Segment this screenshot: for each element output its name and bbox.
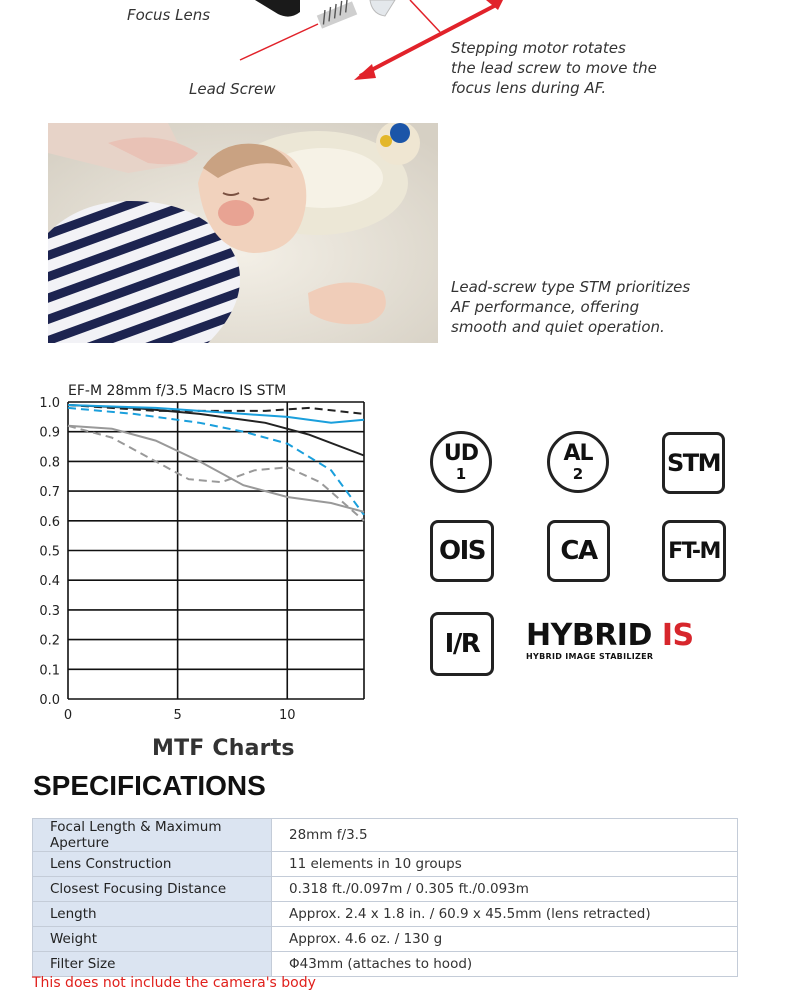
lead-screw-label: Lead Screw [189,80,276,98]
table-row [33,902,738,927]
x-axis-ticks [64,708,296,723]
y-tick-label: 0.4 [39,574,60,590]
table-row [33,927,738,952]
lens-mechanism-illustration [0,0,800,110]
ft-m-label: FT-M [668,538,720,564]
x-tick-label: 5 [173,708,182,723]
ir-label: I/R [444,629,480,659]
y-tick-label: 0.6 [39,514,60,530]
ca-icon [547,520,610,582]
y-axis-ticks [39,396,60,708]
photo-caption-line-3: smooth and quiet operation. [451,318,665,336]
hybrid-word: HYBRID [526,618,652,653]
screw-end-part [370,0,395,16]
spec-label: Filter Size [33,952,272,977]
aspherical-lens-icon [547,431,609,493]
body-not-included-note: This does not include the camera's body [32,975,316,991]
photo-caption-line-2: AF performance, offering [451,298,640,316]
spec-value: Approx. 2.4 x 1.8 in. / 60.9 x 45.5mm (lens retracted) [272,902,738,927]
spec-label: Closest Focusing Distance [33,877,272,902]
al-count: 2 [572,464,584,483]
x-tick-label: 0 [63,708,73,723]
spec-value: 0.318 ft./0.097m / 0.305 ft./0.093m [272,877,738,902]
hybrid-is-logo [526,620,694,661]
lead-screw-pointer [240,24,318,60]
y-tick-label: 0.2 [39,633,60,649]
arrow-head-left [354,64,376,80]
ca-label: CA [560,536,597,566]
stm-label: STM [666,449,721,477]
ois-label: OIS [438,536,485,566]
x-tick-label: 10 [278,708,296,723]
spec-value: Approx. 4.6 oz. / 130 g [272,927,738,952]
ois-icon [430,520,494,582]
ir-icon [430,612,494,676]
ud-label: UD [443,440,479,466]
y-tick-label: 0.5 [39,544,60,560]
specifications-title: SPECIFICATIONS [33,770,266,801]
al-label: AL [563,440,593,466]
spec-label: Focal Length & Maximum Aperture [33,819,272,852]
stepping-motor-line-1: Stepping motor rotates [451,39,626,57]
spec-value: 11 elements in 10 groups [272,852,738,877]
y-tick-label: 0.7 [39,485,60,501]
mtf-caption: MTF Charts [152,736,295,761]
table-row [33,877,738,902]
spec-label: Lens Construction [33,852,272,877]
y-tick-label: 0.8 [39,455,60,471]
chart-grid [68,402,364,699]
mtf-chart [30,375,380,725]
series-line-6 [68,426,364,521]
stm-photo-caption [451,277,690,337]
y-tick-label: 0.9 [39,425,60,441]
ft-m-icon [662,520,726,582]
hybrid-subtitle: HYBRID IMAGE STABILIZER [526,652,654,661]
stepping-motor-caption [451,38,657,98]
table-row [33,952,738,977]
spec-value: Φ43mm (attaches to hood) [272,952,738,977]
lens-barrel-part [255,0,300,17]
sleeping-baby-photo [48,123,438,343]
stepping-motor-line-2: the lead screw to move the [451,59,657,77]
photo-caption-line-1: Lead-screw type STM prioritizes [451,278,691,296]
specifications-table [32,818,738,977]
stm-icon [662,432,725,494]
ud-lens-icon [430,431,492,493]
table-row [33,852,738,877]
stepping-motor-line-3: focus lens during AF. [451,79,607,97]
spec-label: Weight [33,927,272,952]
lead-screw-spring [317,0,357,29]
chart-title: EF-M 28mm f/3.5 Macro IS STM [68,383,287,399]
y-tick-label: 0.3 [39,603,60,619]
spec-value: 28mm f/3.5 [272,819,738,852]
focus-lens-label: Focus Lens [127,6,211,24]
is-word: IS [661,618,694,653]
mtf-chart-svg [30,375,380,725]
motor-pointer [410,0,440,32]
spec-label: Length [33,902,272,927]
table-row [33,819,738,852]
y-tick-label: 1.0 [39,396,60,411]
y-tick-label: 0.1 [39,663,60,679]
ud-count: 1 [455,464,467,483]
stm-diagram [0,0,800,110]
y-tick-label: 0.0 [39,693,60,708]
chart-series [68,405,364,521]
